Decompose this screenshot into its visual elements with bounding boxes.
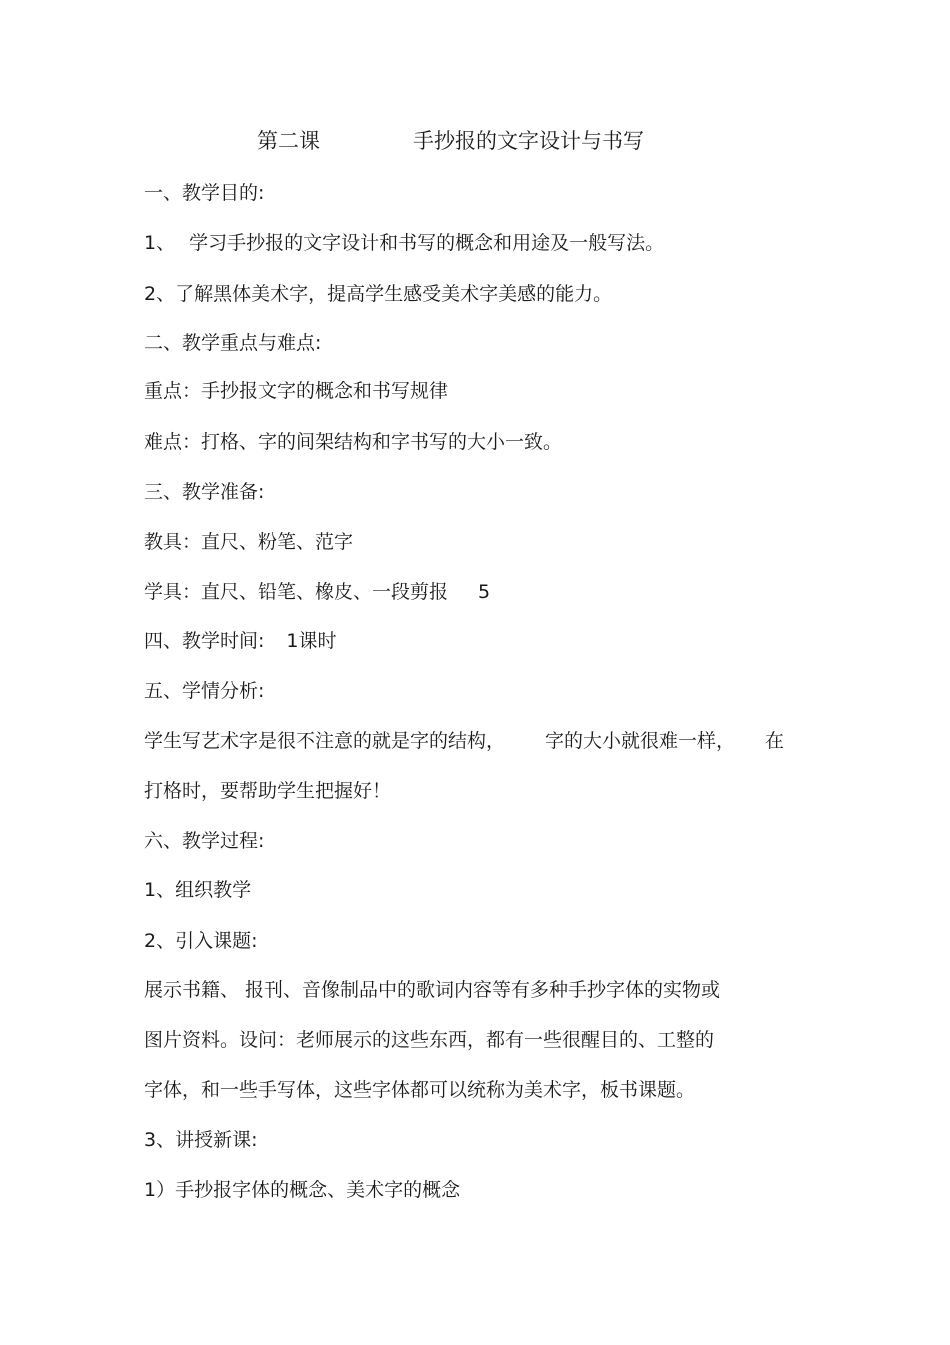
objectives-heading: 一、教学目的:	[144, 182, 265, 204]
intro-paragraph-line-1: 展示书籍、 报刊、音像制品中的歌词内容等有多种手抄字体的实物或	[144, 979, 721, 1001]
keypoints-heading: 二、教学重点与难点:	[144, 332, 322, 354]
process-step-1: 1、组织教学	[144, 879, 252, 901]
difficulty-line: 难点：打格、字的间架结构和字书写的大小一致。	[144, 431, 563, 453]
process-step-3: 3、讲授新课:	[144, 1129, 258, 1151]
analysis-line-2: 打格时，要帮助学生把握好！	[144, 780, 392, 802]
time-line	[144, 628, 337, 654]
teacher-tools-line: 教具：直尺、粉笔、范字	[144, 531, 354, 553]
prep-heading: 三、教学准备:	[144, 481, 265, 503]
intro-paragraph-line-2: 图片资料。设问：老师展示的这些东西，都有一些很醒目的、工整的	[144, 1029, 715, 1051]
analysis-line-1	[144, 728, 784, 754]
student-tools-number: 5	[478, 581, 491, 603]
analysis-heading: 五、学情分析:	[144, 680, 265, 702]
keypoint-line: 重点：手抄报文字的概念和书写规律	[144, 380, 449, 402]
intro-paragraph-line-3: 字体，和一些手写体，这些字体都可以统称为美术字，板书课题。	[144, 1079, 696, 1101]
analysis-text-a: 学生写艺术字是很不注意的就是字的结构，	[144, 730, 506, 752]
objective-2: 2、了解黑体美术字，提高学生感受美术字美感的能力。	[144, 283, 613, 305]
analysis-text-b: 字的大小就很难一样，	[545, 730, 736, 752]
analysis-text-c: 在	[765, 730, 785, 752]
process-step-2: 2、引入课题:	[144, 930, 258, 952]
student-tools-text: 学具：直尺、铅笔、橡皮、一段剪报	[144, 581, 449, 603]
student-tools-line	[144, 579, 490, 605]
subpoint-1: 1）手抄报字体的概念、美术字的概念	[144, 1179, 461, 1201]
objective-1-text: 学习手抄报的文字设计和书写的概念和用途及一般写法。	[189, 232, 665, 254]
time-heading: 四、教学时间:	[144, 630, 265, 652]
lesson-topic: 手抄报的文字设计与书写	[413, 129, 644, 153]
objective-1	[144, 230, 664, 256]
time-value: 1课时	[286, 630, 337, 652]
lesson-number: 第二课	[257, 129, 320, 153]
process-heading: 六、教学过程:	[144, 830, 265, 852]
objective-1-number: 1、	[144, 232, 176, 254]
